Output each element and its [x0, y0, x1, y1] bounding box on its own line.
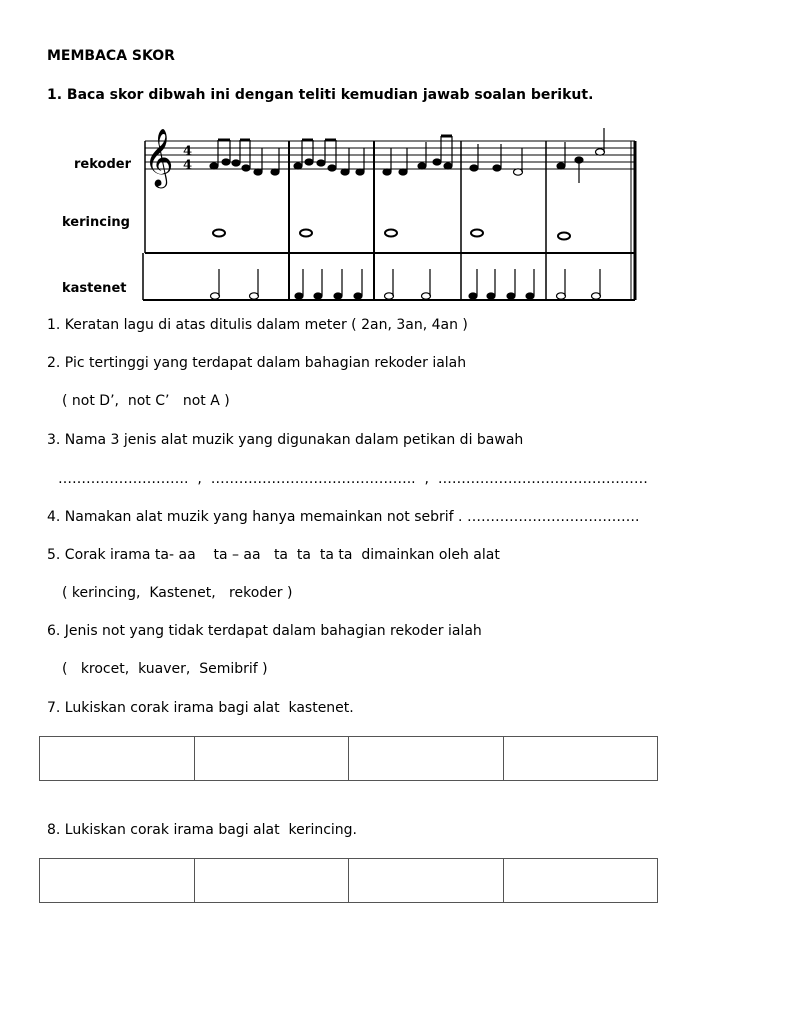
question-8: 8. Lukiskan corak irama bagi alat kerincing. [47, 822, 358, 838]
kerincing-answer-table[interactable] [39, 858, 658, 903]
question-5: 5. Corak irama ta- aa ta – aa ta ta ta ta dimainkan oleh alat [47, 547, 500, 563]
question-5-options: ( kerincing, Kastenet, rekoder ) [62, 585, 293, 601]
question-3: 3. Nama 3 jenis alat muzik yang digunakan dalam petikan di bawah [47, 432, 524, 448]
answer-cell[interactable] [504, 737, 658, 780]
answer-cell[interactable] [195, 737, 350, 780]
label-kerincing: kerincing [62, 215, 130, 230]
worksheet-title: MEMBACA SKOR [47, 48, 175, 64]
time-signature-top: 4 [183, 144, 193, 159]
question-4: 4. Namakan alat muzik yang hanya memainkan not sebrif . ………………………………. [47, 509, 640, 525]
question-1: 1. Keratan lagu di atas ditulis dalam meter ( 2an, 3an, 4an ) [47, 317, 468, 333]
question-6-options: ( krocet, kuaver, Semibrif ) [62, 661, 268, 677]
question-7: 7. Lukiskan corak irama bagi alat kastenet. [47, 700, 354, 716]
music-score [0, 0, 791, 320]
answer-cell[interactable] [40, 859, 195, 902]
answer-cell[interactable] [195, 859, 350, 902]
question-3-answer-blanks: ………………………. , …………………………………….. , ……………………………………… [58, 471, 648, 487]
answer-cell[interactable] [349, 859, 504, 902]
kastenet-notes [211, 269, 601, 299]
label-kastenet: kastenet [62, 281, 127, 296]
question-2: 2. Pic tertinggi yang terdapat dalam bahagian rekoder ialah [47, 355, 467, 371]
label-rekoder: rekoder [74, 157, 131, 172]
time-signature-bottom: 4 [183, 158, 193, 173]
answer-cell[interactable] [40, 737, 195, 780]
question-6: 6. Jenis not yang tidak terdapat dalam bahagian rekoder ialah [47, 623, 482, 639]
answer-cell[interactable] [504, 859, 658, 902]
intro-instruction: 1. Baca skor dibwah ini dengan teliti kemudian jawab soalan berikut. [47, 87, 594, 103]
question-2-options: ( not D’, not C’ not A ) [62, 393, 230, 409]
kastenet-answer-table[interactable] [39, 736, 658, 781]
answer-cell[interactable] [349, 737, 504, 780]
treble-clef-icon: 𝄞 [144, 128, 174, 186]
kerincing-notes [213, 230, 570, 240]
